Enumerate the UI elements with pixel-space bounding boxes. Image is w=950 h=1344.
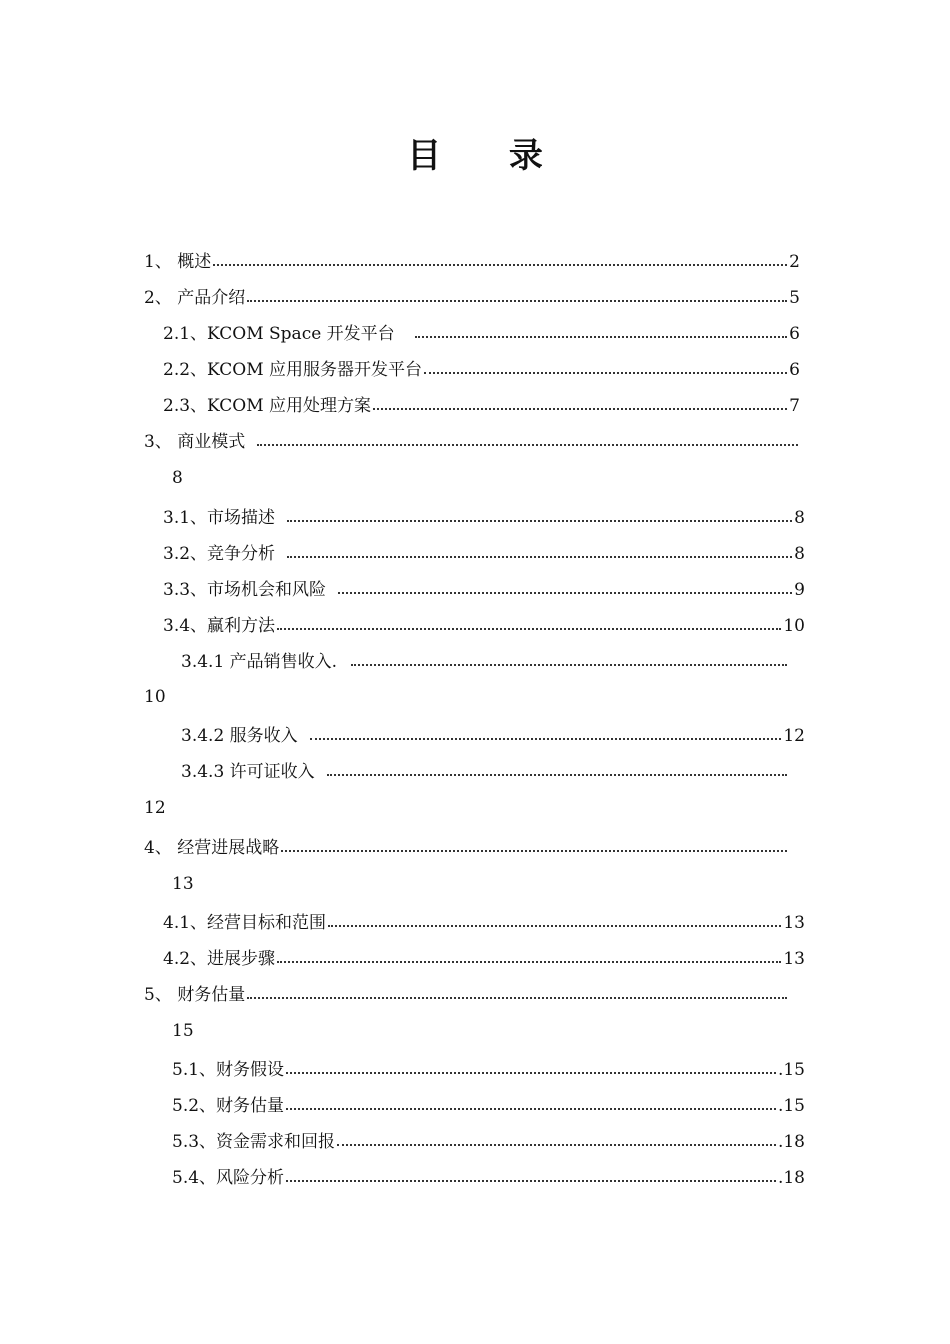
toc-entry-3-2[interactable] [163, 538, 805, 564]
toc-entry-page: .18 [777, 1168, 805, 1188]
toc-entry-5[interactable] [144, 979, 789, 1005]
toc-entry-label: 1、 概述 [144, 252, 212, 272]
toc-entry-page: .15 [777, 1096, 805, 1116]
toc-entry-label: 4.1、经营目标和范围 [163, 913, 327, 933]
toc-entry-page: 7 [789, 396, 800, 416]
toc-entry-page: 8 [172, 468, 183, 488]
toc-entry-page: 13 [783, 949, 805, 969]
toc-entry-page: 8 [794, 508, 805, 528]
toc-entry-2-3[interactable] [163, 390, 800, 416]
toc-entry-page: 6 [789, 360, 800, 380]
page-title: 目 录 [407, 136, 571, 176]
toc-leader-dots [286, 1108, 776, 1110]
toc-leader-dots [415, 336, 787, 338]
toc-entry-2[interactable] [144, 282, 800, 308]
toc-entry-label: 3.4.3 许可证收入 [181, 762, 315, 782]
toc-entry-page: 12 [783, 726, 805, 746]
toc-leader-dots [337, 1144, 776, 1146]
toc-entry-label: 3.2、竞争分析 [163, 544, 276, 564]
toc-entry-4[interactable] [144, 832, 789, 858]
toc-entry-label: 4、 经营进展战略 [144, 838, 280, 858]
toc-entry-label: 5.4、风险分析 [172, 1168, 285, 1188]
toc-entry-3-4-1[interactable] [181, 646, 789, 672]
toc-leader-dots [327, 774, 787, 776]
toc-entry-5-1[interactable] [172, 1054, 805, 1080]
toc-leader-dots [257, 444, 798, 446]
toc-entry-label: 5.1、财务假设 [172, 1060, 285, 1080]
toc-entry-label: 5.2、财务估量 [172, 1096, 285, 1116]
toc-entry-2-2[interactable] [163, 354, 800, 380]
toc-leader-dots [351, 664, 787, 666]
toc-entry-label: 2.2、KCOM 应用服务器开发平台 [163, 360, 423, 380]
toc-entry-3-3[interactable] [163, 574, 805, 600]
toc-entry-label: 3.4、赢利方法 [163, 616, 276, 636]
toc-entry-label: 3、 商业模式 [144, 432, 246, 452]
toc-entry-page: 13 [172, 874, 194, 894]
toc-entry-label: 4.2、进展步骤 [163, 949, 276, 969]
toc-entry-4-2[interactable] [163, 943, 805, 969]
toc-entry-label: 3.1、市场描述 [163, 508, 276, 528]
toc-entry-3-4[interactable] [163, 610, 805, 636]
toc-entry-page: 9 [794, 580, 805, 600]
toc-leader-dots [338, 592, 792, 594]
toc-entry-3-1[interactable] [163, 502, 805, 528]
toc-leader-dots [247, 300, 787, 302]
toc-entry-label: 2、 产品介绍 [144, 288, 246, 308]
toc-leader-dots [286, 1072, 776, 1074]
toc-leader-dots [373, 408, 787, 410]
toc-entry-label: 3.3、市场机会和风险 [163, 580, 327, 600]
toc-entry-page: 10 [783, 616, 805, 636]
toc-leader-dots [286, 1180, 776, 1182]
toc-entry-page: .15 [777, 1060, 805, 1080]
toc-entry-3[interactable] [144, 426, 800, 452]
toc-entry-label: 3.4.2 服务收入 [181, 726, 298, 746]
toc-entry-1[interactable] [144, 246, 800, 272]
toc-entry-label: 5、 财务估量 [144, 985, 246, 1005]
toc-leader-dots [287, 556, 792, 558]
toc-entry-page: 8 [794, 544, 805, 564]
toc-entry-3-4-3[interactable] [181, 756, 789, 782]
toc-leader-dots [310, 738, 782, 740]
toc-entry-5-2[interactable] [172, 1090, 805, 1116]
toc-leader-dots [424, 372, 787, 374]
toc-entry-page: 13 [783, 913, 805, 933]
toc-leader-dots [328, 925, 781, 927]
toc-entry-page: 2 [789, 252, 800, 272]
toc-leader-dots [213, 264, 787, 266]
toc-entry-5-3[interactable] [172, 1126, 805, 1152]
toc-entry-page: .18 [777, 1132, 805, 1152]
toc-entry-label: 2.1、KCOM Space 开发平台 [163, 324, 395, 344]
toc-entry-label: 3.4.1 产品销售收入. [181, 652, 338, 672]
toc-leader-dots [277, 961, 781, 963]
toc-entry-label: 5.3、资金需求和回报 [172, 1132, 336, 1152]
toc-leader-dots [287, 520, 792, 522]
toc-entry-2-1[interactable] [163, 318, 800, 344]
toc-entry-page: 12 [144, 798, 166, 818]
toc-entry-3-4-2[interactable] [181, 720, 805, 746]
toc-entry-5-4[interactable] [172, 1162, 805, 1188]
toc-entry-label: 2.3、KCOM 应用处理方案 [163, 396, 372, 416]
toc-entry-page: 15 [172, 1021, 194, 1041]
toc-entry-page: 5 [789, 288, 800, 308]
toc-leader-dots [247, 997, 787, 999]
toc-entry-4-1[interactable] [163, 907, 805, 933]
toc-leader-dots [277, 628, 781, 630]
toc-entry-page: 10 [144, 687, 166, 707]
toc-leader-dots [281, 850, 787, 852]
toc-entry-page: 6 [789, 324, 800, 344]
